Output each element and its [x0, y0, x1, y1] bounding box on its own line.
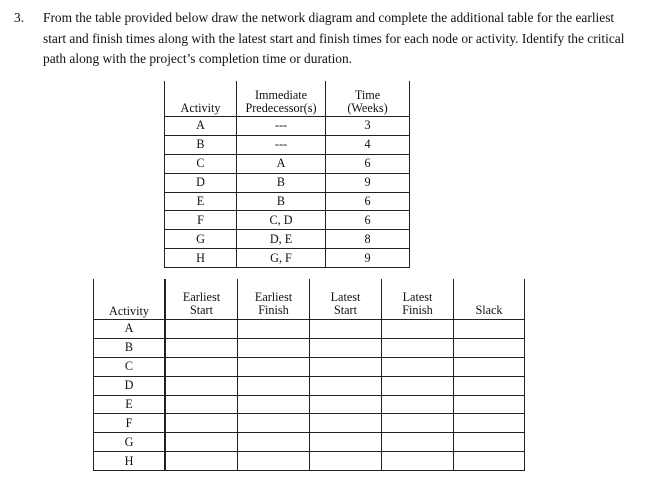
header-time-line2: (Weeks) [347, 101, 388, 115]
table1-row [164, 230, 410, 249]
header-predecessor-line1: Immediate [254, 88, 308, 102]
table2-row [93, 358, 525, 377]
header-ef-line2: Finish [258, 303, 289, 317]
latest-start-cell[interactable] [310, 452, 382, 471]
header-slack-label: Slack [475, 303, 503, 317]
activity-cell: F [164, 211, 237, 230]
activity-cell: A [93, 320, 165, 339]
slack-cell[interactable] [454, 414, 525, 433]
table1-row [164, 174, 410, 193]
earliest-start-cell[interactable] [165, 414, 238, 433]
earliest-finish-cell[interactable] [238, 320, 310, 339]
table1-header-time [326, 81, 410, 117]
table2-header-row [93, 279, 525, 320]
latest-finish-cell[interactable] [382, 396, 454, 415]
table2-row [93, 320, 525, 339]
header-predecessor-line2: Predecessor(s) [245, 101, 317, 115]
earliest-finish-cell[interactable] [238, 396, 310, 415]
activity-cell: C [93, 358, 165, 377]
earliest-start-cell[interactable] [165, 358, 238, 377]
time-cell: 6 [326, 193, 410, 212]
predecessor-cell: D, E [237, 230, 326, 249]
header-es-line2: Start [189, 303, 214, 317]
header-ef-line1: Earliest [254, 290, 293, 304]
latest-finish-cell[interactable] [382, 320, 454, 339]
header-activity-label: Activity [180, 101, 221, 115]
header-es-line1: Earliest [182, 290, 221, 304]
table1-row [164, 117, 410, 136]
question-number: 3. [14, 10, 25, 25]
earliest-finish-cell[interactable] [238, 452, 310, 471]
earliest-start-cell[interactable] [165, 452, 238, 471]
time-cell: 6 [326, 155, 410, 174]
activity-cell: E [93, 396, 165, 415]
header-time-line1: Time [354, 88, 381, 102]
activity-cell: E [164, 193, 237, 212]
latest-start-cell[interactable] [310, 377, 382, 396]
time-cell: 9 [326, 249, 410, 268]
predecessor-cell: B [237, 174, 326, 193]
earliest-finish-cell[interactable] [238, 433, 310, 452]
table2-row [93, 414, 525, 433]
table2-row [93, 396, 525, 415]
activity-cell: F [93, 414, 165, 433]
slack-cell[interactable] [454, 320, 525, 339]
time-cell: 8 [326, 230, 410, 249]
slack-cell[interactable] [454, 377, 525, 396]
table2-row [93, 433, 525, 452]
table1-row [164, 211, 410, 230]
predecessor-cell: --- [237, 136, 326, 155]
activity-cell: D [93, 377, 165, 396]
table2-header-earliest-finish [238, 279, 310, 320]
time-cell: 3 [326, 117, 410, 136]
time-cell: 6 [326, 211, 410, 230]
schedule-table [93, 279, 525, 471]
table1-header-row [164, 81, 410, 117]
table1-row [164, 249, 410, 268]
slack-cell[interactable] [454, 433, 525, 452]
activity-cell: B [93, 339, 165, 358]
latest-finish-cell[interactable] [382, 339, 454, 358]
table2-header-activity [93, 279, 165, 320]
latest-start-cell[interactable] [310, 320, 382, 339]
predecessor-cell: C, D [237, 211, 326, 230]
activity-cell: H [93, 452, 165, 471]
earliest-start-cell[interactable] [165, 433, 238, 452]
table2-header-latest-finish [382, 279, 454, 320]
earliest-start-cell[interactable] [165, 339, 238, 358]
table1-row [164, 193, 410, 212]
table2-row [93, 452, 525, 471]
latest-start-cell[interactable] [310, 396, 382, 415]
header-lf-line1: Latest [402, 290, 433, 304]
header-ls-line2: Start [333, 303, 358, 317]
slack-cell[interactable] [454, 396, 525, 415]
table2-header-earliest-start [165, 279, 238, 320]
table1-header-predecessor [237, 81, 326, 117]
earliest-start-cell[interactable] [165, 320, 238, 339]
activity-cell: D [164, 174, 237, 193]
predecessor-cell: G, F [237, 249, 326, 268]
slack-cell[interactable] [454, 339, 525, 358]
earliest-finish-cell[interactable] [238, 377, 310, 396]
latest-finish-cell[interactable] [382, 358, 454, 377]
activity-cell: B [164, 136, 237, 155]
question-text: From the table provided below draw the network diagram and complete the additional table for the earliest start and finish times along with the latest start and finish times for each node or activity. Identify the critical path along with the project’s completion time or duration. [43, 10, 625, 66]
activity-cell: A [164, 117, 237, 136]
earliest-start-cell[interactable] [165, 377, 238, 396]
latest-finish-cell[interactable] [382, 433, 454, 452]
slack-cell[interactable] [454, 358, 525, 377]
latest-finish-cell[interactable] [382, 377, 454, 396]
predecessor-cell: A [237, 155, 326, 174]
latest-start-cell[interactable] [310, 414, 382, 433]
earliest-finish-cell[interactable] [238, 414, 310, 433]
time-cell: 9 [326, 174, 410, 193]
earliest-start-cell[interactable] [165, 396, 238, 415]
table1-row [164, 155, 410, 174]
table2-row [93, 377, 525, 396]
time-cell: 4 [326, 136, 410, 155]
activity-cell: H [164, 249, 237, 268]
table2-row [93, 339, 525, 358]
table1-row [164, 136, 410, 155]
activity-cell: G [164, 230, 237, 249]
latest-finish-cell[interactable] [382, 414, 454, 433]
latest-start-cell[interactable] [310, 339, 382, 358]
header-ls-line1: Latest [330, 290, 361, 304]
earliest-finish-cell[interactable] [238, 339, 310, 358]
latest-start-cell[interactable] [310, 358, 382, 377]
earliest-finish-cell[interactable] [238, 358, 310, 377]
activity-cell: C [164, 155, 237, 174]
activity-predecessor-table [164, 81, 410, 268]
table2-header-slack [454, 279, 525, 320]
header-lf-line2: Finish [402, 303, 433, 317]
slack-cell[interactable] [454, 452, 525, 471]
activity-cell: G [93, 433, 165, 452]
table2-header-latest-start [310, 279, 382, 320]
latest-start-cell[interactable] [310, 433, 382, 452]
table1-header-activity [164, 81, 237, 117]
latest-finish-cell[interactable] [382, 452, 454, 471]
predecessor-cell: B [237, 193, 326, 212]
predecessor-cell: --- [237, 117, 326, 136]
header-activity-label: Activity [109, 304, 149, 318]
